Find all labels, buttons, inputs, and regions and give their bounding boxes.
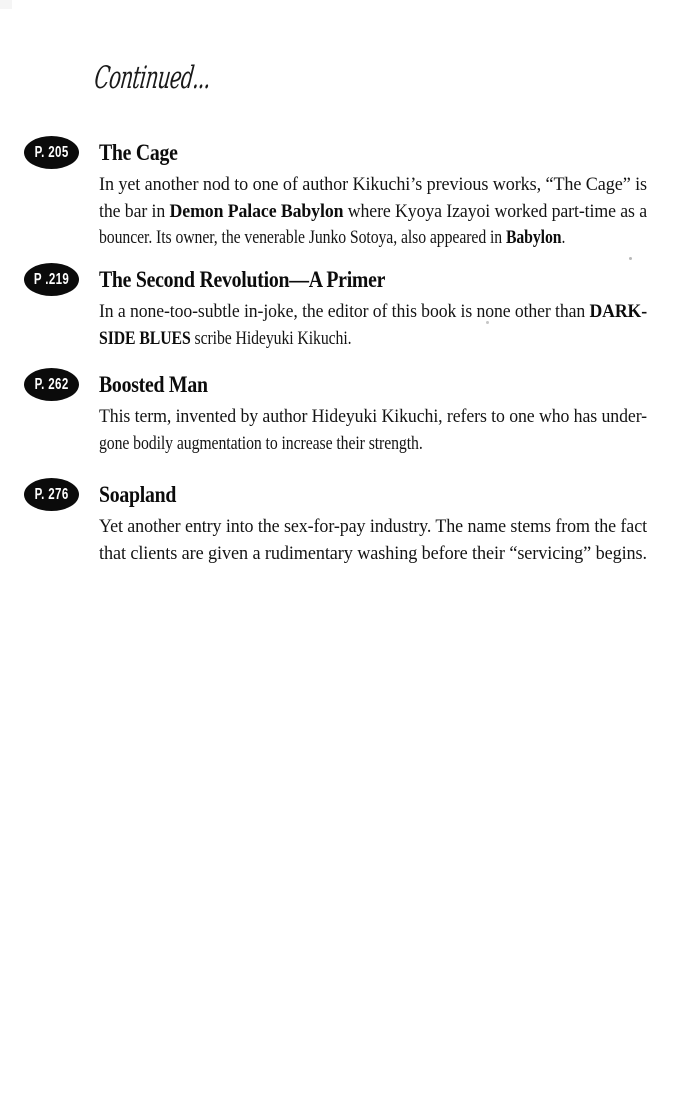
entry-paragraph	[99, 172, 679, 252]
text-segment: This term, invented by author Hideyuki Kikuchi, refers to one who has under-	[99, 406, 647, 427]
scan-speck	[629, 257, 632, 260]
text-segment: where Kyoya Izayoi worked part-time as a	[343, 200, 647, 222]
page-ref-label: P. 276	[34, 485, 69, 503]
entry-paragraph	[99, 404, 679, 457]
page-ref-badge	[24, 263, 79, 296]
entry-paragraph	[99, 299, 679, 352]
text-segment: the bar in	[99, 200, 170, 222]
scan-artifact	[0, 0, 12, 9]
entry-content	[99, 481, 679, 567]
page-ref-badge	[24, 478, 79, 511]
entry-title: The Second Revolution—A Primer	[99, 267, 386, 292]
entry-content	[99, 266, 679, 352]
bold-text-segment: SIDE BLUES	[99, 327, 191, 349]
bold-text-segment: Babylon	[505, 227, 562, 248]
text-segment: In yet another nod to one of author Kikuchi’s previous works, “The Cage” is	[99, 174, 647, 195]
entry-text-line	[99, 326, 352, 353]
glossary-entry	[0, 481, 700, 567]
text-segment: gone bodily augmentation to increase their strength.	[99, 432, 423, 454]
entry-text-line	[99, 299, 647, 326]
entry-title: The Cage	[99, 140, 178, 165]
text-segment: Yet another entry into the sex-for-pay industry. The name stems from the fact	[99, 516, 647, 537]
entry-content	[99, 371, 679, 457]
entry-paragraph	[99, 514, 679, 567]
entry-title: Boosted Man	[99, 372, 208, 397]
entry-text-line	[99, 404, 647, 431]
entry-text-line	[99, 431, 423, 458]
entry-content	[99, 139, 679, 252]
glossary-entry	[0, 266, 700, 352]
continued-heading: Continued...	[92, 60, 213, 96]
glossary-entry	[0, 139, 700, 252]
text-segment: bouncer. Its owner, the venerable Junko Sotoya, also appeared in	[99, 227, 506, 248]
page-ref-label: P. 205	[34, 143, 69, 161]
page-ref-label: P .219	[33, 270, 70, 288]
entry-text-line	[99, 541, 647, 568]
bold-text-segment: DARK-	[589, 301, 647, 322]
page-ref-badge	[24, 136, 79, 169]
text-segment: .	[561, 227, 566, 248]
entry-title: Soapland	[99, 482, 177, 507]
entry-text-line	[99, 172, 647, 199]
text-segment: that clients are given a rudimentary washing before their “servicing” begins.	[99, 542, 647, 564]
entry-text-line	[99, 225, 565, 252]
bold-text-segment: Demon Palace Babylon	[169, 200, 344, 222]
glossary-entry	[0, 371, 700, 457]
text-segment: scribe Hideyuki Kikuchi.	[190, 327, 352, 349]
text-segment: In a none-too-subtle in-joke, the editor of this book is none other than	[99, 301, 590, 322]
page-ref-badge	[24, 368, 79, 401]
page-ref-label: P. 262	[34, 375, 69, 393]
entry-text-line	[99, 199, 647, 226]
entry-text-line	[99, 514, 647, 541]
